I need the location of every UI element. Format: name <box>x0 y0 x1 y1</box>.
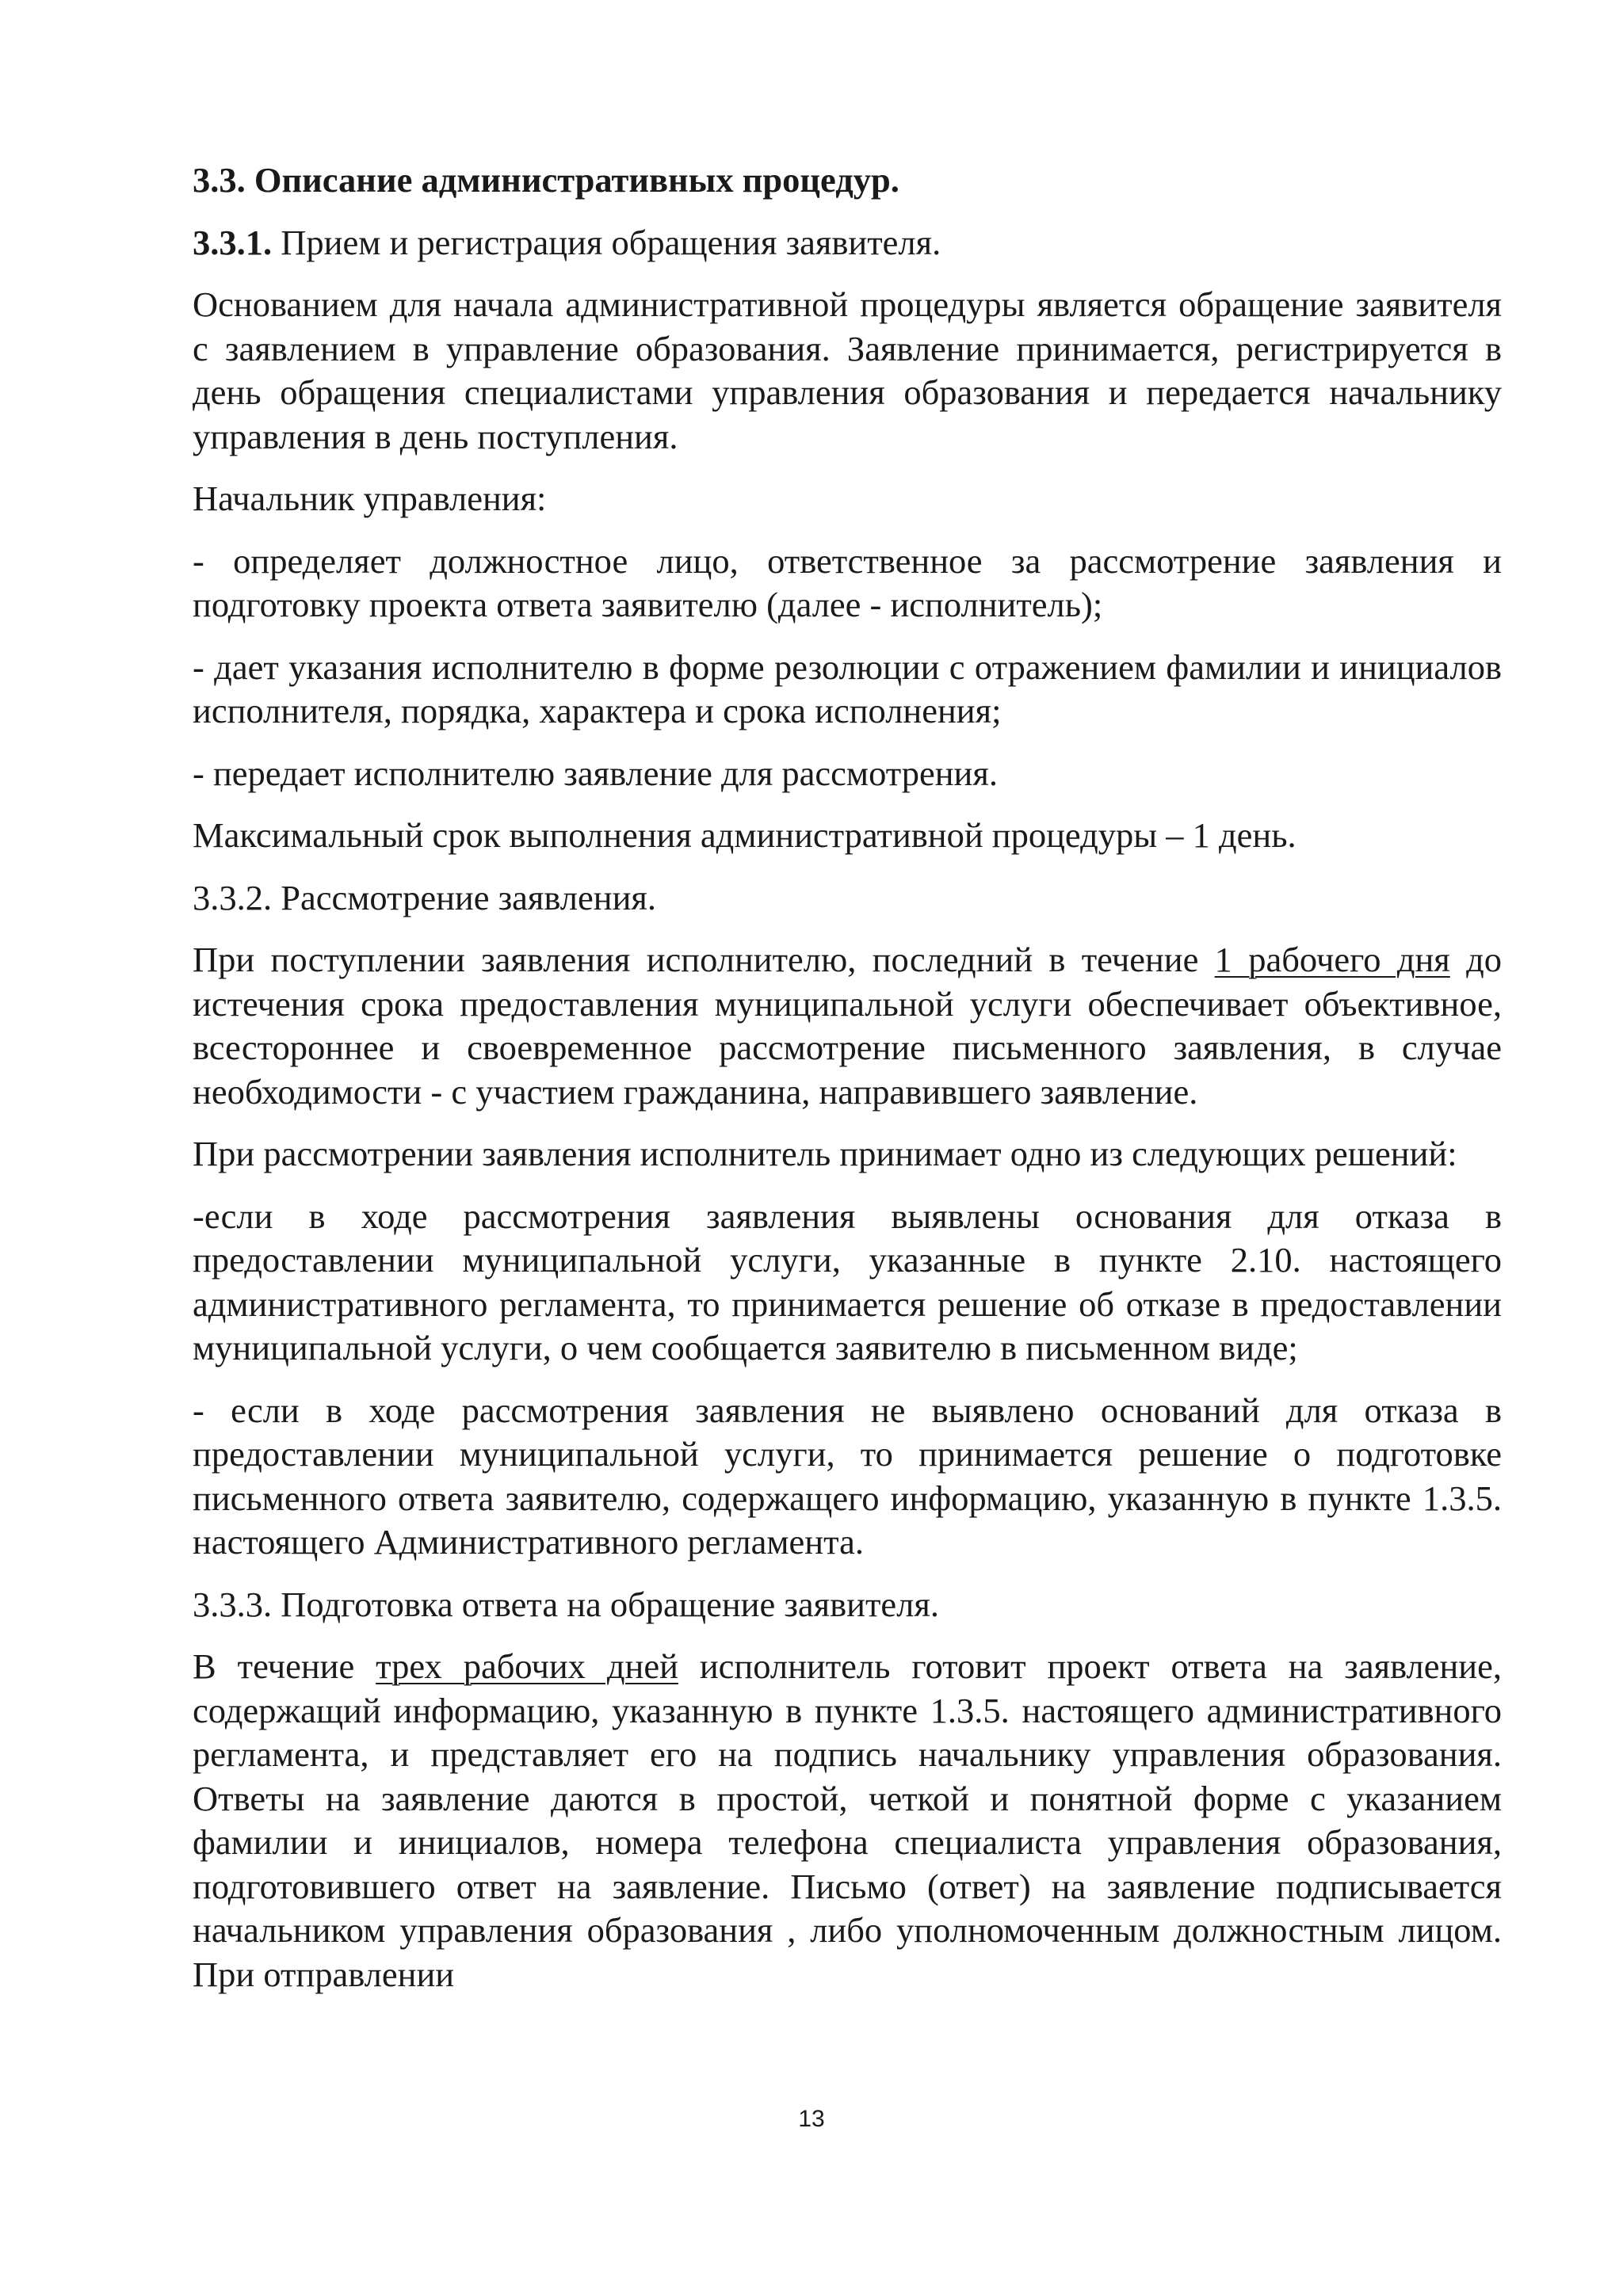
text-run: В течение <box>193 1646 376 1686</box>
paragraph: Максимальный срок выполнения административной процедуры – 1 день. <box>193 815 1296 855</box>
paragraph <box>193 1645 1502 1997</box>
section-heading: 3.3. Описание административных процедур. <box>193 160 899 200</box>
subsection-title-text: Прием и регистрация обращения заявителя. <box>272 222 941 262</box>
subsection-title-3-3-3: 3.3.3. Подготовка ответа на обращение заявителя. <box>193 1584 939 1624</box>
document-page <box>193 158 1502 2015</box>
page-number: 13 <box>798 2106 825 2132</box>
subsection-title-3-3-1 <box>193 221 1502 265</box>
underlined-term: 1 рабочего дня <box>1214 940 1450 979</box>
subsection-number: 3.3.1. <box>193 222 273 262</box>
paragraph <box>193 938 1502 1114</box>
list-item: - определяет должностное лицо, ответственное за рассмотрение заявления и подготовку проекта ответа заявителю (далее - исполнитель); <box>193 540 1502 624</box>
paragraph: При рассмотрении заявления исполнитель принимает одно из следующих решений: <box>193 1134 1457 1173</box>
list-item: - передает исполнителю заявление для рассмотрения. <box>193 753 998 793</box>
underlined-term: трех рабочих дней <box>376 1646 678 1686</box>
text-run: исполнитель готовит проект ответа на заявление, содержащий информацию, указанную в пункте 1.3.5. настоящего административного регламента, и представляет его на подпись начальнику управления образования. Ответы на заявление даются в простой, четкой и понятной форме с указанием фамилии и инициалов, номера телефона специалиста управления образования, подготовившего ответ на заявление. Письмо (ответ) на заявление подписывается начальником управления образования , либо уполномоченным должностным лицом. При отправлении <box>193 1646 1502 1994</box>
paragraph: Основанием для начала административной процедуры является обращение заявителя с заявлением в управление образования. Заявление принимается, регистрируется в день обращения специалистами управления образования и передается начальнику управления в день поступления. <box>193 284 1502 456</box>
subsection-title-3-3-2: 3.3.2. Рассмотрение заявления. <box>193 877 656 917</box>
text-run: до истечения срока предоставления муниципальной услуги обеспечивает объективное, всестороннее и своевременное рассмотрение письменного заявления, в случае необходимости - с участием гражданина, направившего заявление. <box>193 940 1502 1112</box>
list-item: -если в ходе рассмотрения заявления выявлены основания для отказа в предоставлении муниципальной услуги, указанные в пункте 2.10. настоящего административного регламента, то принимается решение об отказе в предоставлении муниципальной услуги, о чем сообщается заявителю в письменном виде; <box>193 1196 1502 1367</box>
paragraph: Начальник управления: <box>193 479 547 518</box>
text-run: При поступлении заявления исполнителю, последний в течение <box>193 940 1215 979</box>
list-item: - дает указания исполнителю в форме резолюции с отражением фамилии и инициалов исполнителя, порядка, характера и срока исполнения; <box>193 646 1502 730</box>
list-item: - если в ходе рассмотрения заявления не выявлено оснований для отказа в предоставлении муниципальной услуги, то принимается решение о подготовке письменного ответа заявителю, содержащего информацию, указанную в пункте 1.3.5. настоящего Административного регламента. <box>193 1390 1502 1562</box>
